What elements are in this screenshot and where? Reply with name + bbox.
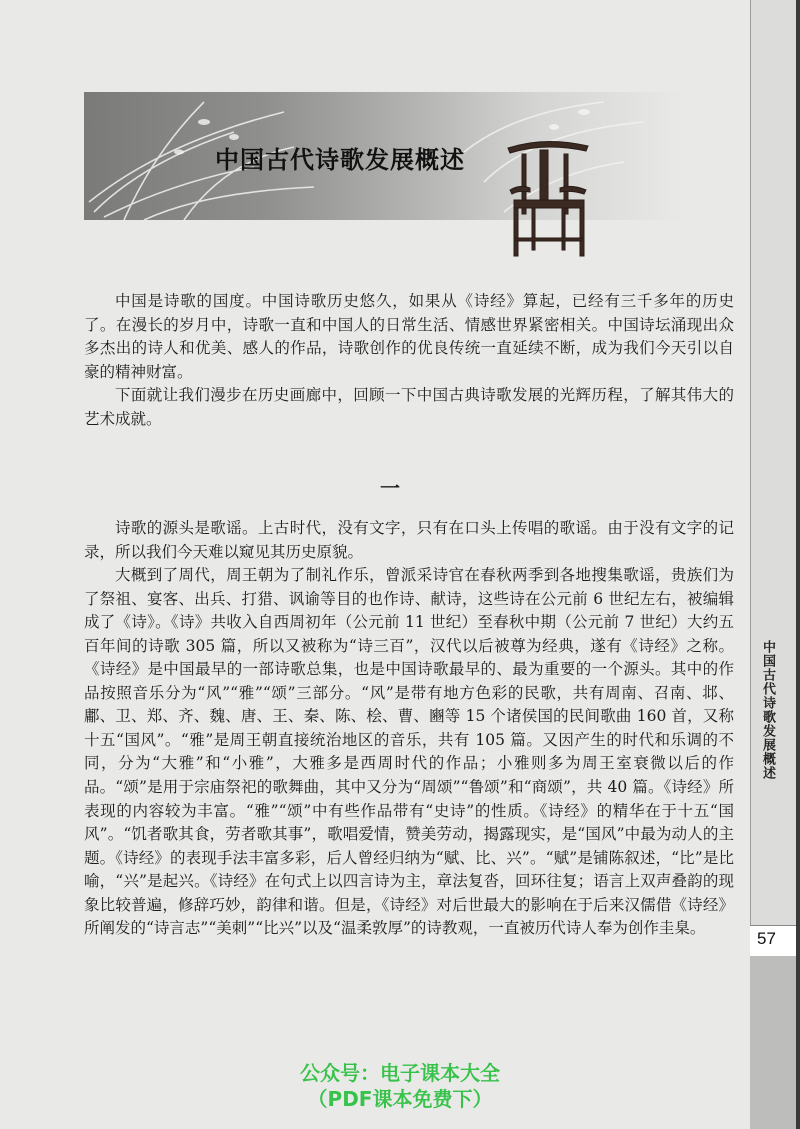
side-margin-upper: [750, 0, 796, 930]
watermark: [200, 1060, 600, 1112]
page-number: 57: [757, 929, 776, 948]
watermark-line-2: （PDF课本免费下）: [307, 1087, 493, 1111]
intro-paragraph-2: 下面就让我们漫步在历史画廊中，回顾一下中国古典诗歌发展的光辉历程，了解其伟大的艺术成就。: [84, 386, 734, 428]
section-body: [84, 517, 734, 941]
section-paragraph-1: 诗歌的源头是歌谣。上古时代，没有文字，只有在口头上传唱的歌谣。由于没有文字的记录，所以我们今天难以窥见其历史原貌。: [84, 519, 734, 561]
intro-paragraph-1: 中国是诗歌的国度。中国诗歌历史悠久，如果从《诗经》算起，已经有三千多年的历史了。在漫长的岁月中，诗歌一直和中国人的日常生活、情感世界紧密相关。中国诗坛涌现出众多杰出的诗人和优美、感人的作品，诗歌创作的优良传统一直延续不断，成为我们今天引以自豪的精神财富。: [84, 292, 734, 381]
bottom-gray-band: [750, 956, 796, 1129]
watermark-line-1: 公众号：电子课本大全: [300, 1061, 500, 1085]
chapter-side-tab: 中国古代诗歌发展概述: [760, 640, 775, 780]
section-number: 一: [380, 476, 400, 500]
page-edge: [796, 0, 800, 1129]
page-title: 中国古代诗歌发展概述: [215, 145, 465, 174]
chair-illustration: [500, 132, 595, 257]
section-paragraph-2: 大概到了周代，周王朝为了制礼作乐，曾派采诗官在春秋两季到各地搜集歌谣，贵族们为了祭祖、宴客、出兵、打猎、讽谕等目的也作诗、献诗，这些诗在公元前 6 世纪左右，被编辑成了《诗》。《诗》共收入自西周初年（公元前 11 世纪）至春秋中期（公元前 7 世纪）大约五百年间的诗歌 305 篇，所以又被称为“诗三百”，汉代以后被尊为经典，遂有《诗经》之称。《诗经》是中国最早的一部诗歌总集，也是中国诗歌最早的、最为重要的一个源头。其中的作品按照音乐分为“风”“雅”“颂”三部分。“风”是带有地方色彩的民歌，共有周南、召南、邶、鄘、卫、郑、齐、魏、唐、王、秦、陈、桧、曹、豳等 15 个诸侯国的民间歌曲 160 首，又称十五“国风”。“雅”是周王朝直接统治地区的音乐，共有 105 篇。又因产生的时代和乐调的不同，分为“大雅”和“小雅”，大雅多是西周时代的作品；小雅则多为周王室衰微以后的作品。“颂”是用于宗庙祭祀的歌舞曲，其中又分为“周颂”“鲁颂”和“商颂”，共 40 篇。《诗经》所表现的内容较为丰富。“雅”“颂”中有些作品带有“史诗”的性质。《诗经》的精华在于十五“国风”。“饥者歌其食，劳者歌其事”，歌唱爱情，赞美劳动，揭露现实，是“国风”中最为动人的主题。《诗经》的表现手法丰富多彩，后人曾经归纳为“赋、比、兴”。“赋”是铺陈叙述，“比”是比喻，“兴”是起兴。《诗经》在句式上以四言诗为主，章法复沓，回环往复；语言上双声叠韵的现象比较普遍，修辞巧妙，韵律和谐。但是，《诗经》对后世最大的影响在于后来汉儒借《诗经》所阐发的“诗言志”“美刺”“比兴”以及“温柔敦厚”的诗教观，一直被历代诗人奉为创作圭臬。: [84, 566, 734, 938]
intro-text: [84, 290, 734, 432]
